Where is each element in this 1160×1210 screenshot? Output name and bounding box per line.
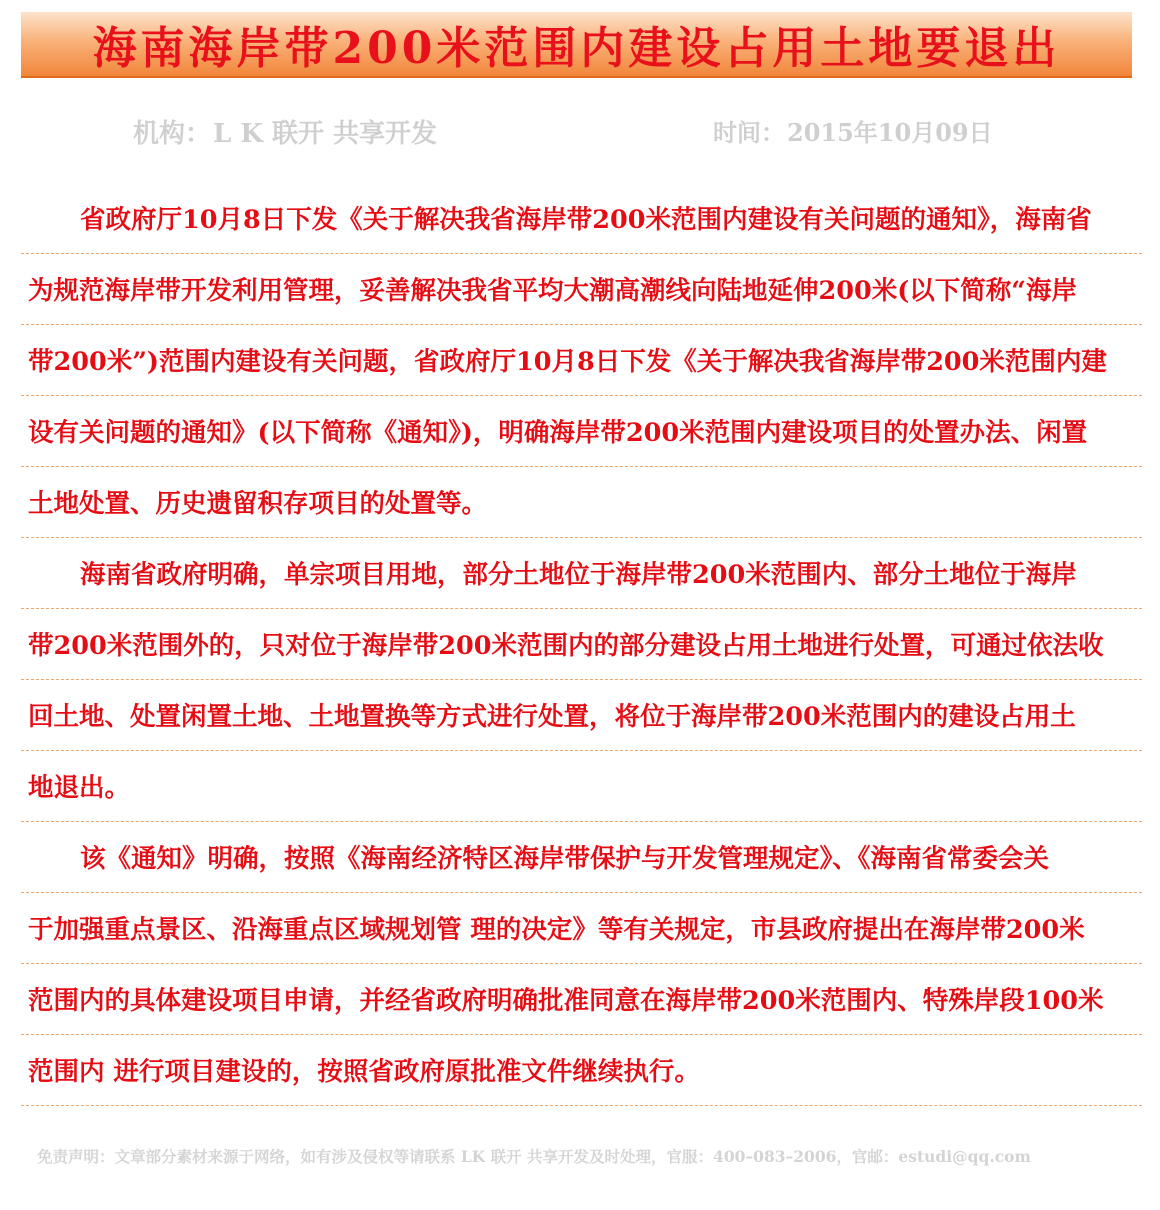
time-label: 时间： — [713, 118, 785, 147]
article-line: 海南省政府明确，单宗项目用地，部分土地位于海岸带200米范围内、部分土地位于海岸 — [21, 538, 1142, 609]
article-line: 该《通知》明确，按照《海南经济特区海岸带保护与开发管理规定》、《海南省常委会关 — [21, 822, 1142, 893]
time-value: 2015年10月09日 — [787, 118, 993, 147]
title-banner — [21, 12, 1132, 78]
page-title: 海南海岸带200米范围内建设占用土地要退出 — [92, 23, 1061, 74]
article-line: 设有关问题的通知》(以下简称《通知》)，明确海岸带200米范围内建设项目的处置办法、闲置 — [21, 396, 1142, 467]
org-label: 机构： — [133, 119, 212, 149]
article-line: 地退出。 — [21, 751, 1142, 822]
article-body — [21, 183, 1142, 1106]
publish-time — [713, 113, 993, 148]
article-line: 范围内 进行项目建设的，按照省政府原批准文件继续执行。 — [21, 1035, 1142, 1106]
article-line: 回土地、处置闲置土地、土地置换等方式进行处置，将位于海岸带200米范围内的建设占用土 — [21, 680, 1142, 751]
article-line: 于加强重点景区、沿海重点区域规划管 理的决定》等有关规定，市县政府提出在海岸带200米 — [21, 893, 1142, 964]
article-line: 带200米”)范围内建设有关问题，省政府厅10月8日下发《关于解决我省海岸带200米范围内建 — [21, 325, 1142, 396]
article-line: 为规范海岸带开发利用管理，妥善解决我省平均大潮高潮线向陆地延伸200米(以下简称“海岸 — [21, 254, 1142, 325]
article-line: 土地处置、历史遗留积存项目的处置等。 — [21, 467, 1142, 538]
disclaimer-text: 免责声明：文章部分素材来源于网络，如有涉及侵权等请联系 LK 联开 共享开发及时处理，官服：400–083–2006，官邮：estudi@qq.com — [37, 1147, 1031, 1166]
article-line: 带200米范围外的，只对位于海岸带200米范围内的部分建设占用土地进行处置，可通过依法收 — [21, 609, 1142, 680]
article-line: 范围内的具体建设项目申请，并经省政府明确批准同意在海岸带200米范围内、特殊岸段100米 — [21, 964, 1142, 1035]
article-line: 省政府厅10月8日下发《关于解决我省海岸带200米范围内建设有关问题的通知》，海南省 — [21, 183, 1142, 254]
org-value: L K 联开 共享开发 — [213, 119, 438, 149]
org-info — [133, 113, 437, 150]
